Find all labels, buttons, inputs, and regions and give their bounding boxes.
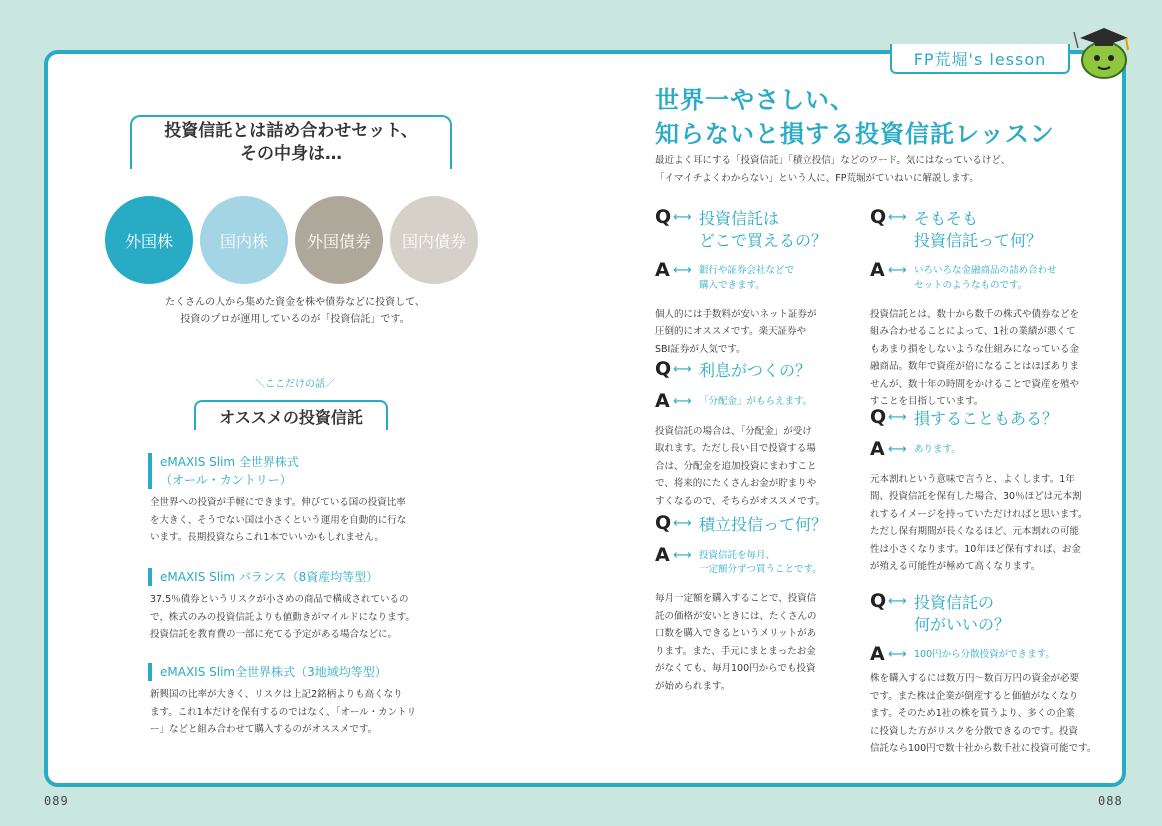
circle-foreign-bonds: 外国債券 — [295, 196, 383, 284]
circle-domestic-stocks: 国内株 — [200, 196, 288, 284]
text-line: を大きく、そうでない国は小さくという運用を自動的に行な — [150, 514, 407, 526]
text-line: 投資のプロが運用しているのが「投資信託」です。 — [180, 314, 410, 325]
text-line: 組み合わせることによって、1社の業績が悪くて — [870, 326, 1076, 338]
text-line: 「分配金」がもらえます。 — [699, 395, 813, 407]
circles-caption — [130, 294, 460, 328]
text-line: 圧倒的にオススメです。楽天証券や — [655, 326, 807, 338]
text-line: せんが、数十年の時間をかけることで資産を殖や — [870, 378, 1080, 390]
text-line: 投資信託を毎月、 — [699, 549, 776, 561]
arrow-icon: ⟷ — [888, 441, 907, 457]
arrow-icon: ⟷ — [673, 263, 692, 279]
graduate-cap-mascot-icon — [1068, 18, 1136, 80]
text-line: Q — [655, 206, 672, 228]
arrow-icon: ⟷ — [673, 362, 692, 377]
text-line: 融商品。数年で資産が倍になることはほぼありま — [870, 361, 1080, 373]
text-line: に投資した方がリスクを分散できるのです。投資 — [870, 725, 1079, 737]
text-line: どこで買えるの？ — [699, 230, 828, 250]
text-line: 購入できます。 — [699, 279, 765, 291]
text-line: 投資信託の場合は、「分配金」が受け — [655, 425, 812, 437]
text-line: 投資信託の — [914, 593, 995, 612]
text-line: eMAXIS Slim バランス（8資産均等型） — [160, 570, 379, 584]
text-line: 投資信託は — [699, 209, 780, 228]
text-line: （オール・カントリー） — [160, 473, 292, 487]
fund-title-3 — [148, 663, 387, 681]
text-line: ー」などと組み合わせて購入するのがオススメです。 — [150, 724, 378, 736]
intro-line-1: 投資信託とは詰め合わせセット、 — [164, 121, 418, 142]
fund-title-2 — [148, 568, 378, 586]
text-line: Q — [655, 358, 672, 380]
text-line: セットのようなものです。 — [914, 279, 1028, 291]
text-line: 投資信託とは、数十から数千の株式や債券などを — [870, 308, 1080, 320]
text-line: 間、投資信託を保有した場合、30％ほどは元本割 — [870, 491, 1082, 503]
arrow-icon: ⟷ — [888, 647, 907, 663]
text-line: Q — [870, 590, 887, 612]
text-line: Q — [870, 206, 887, 228]
text-line: 信託なら100円で数十社から数千社に投資可能です。 — [870, 743, 1097, 755]
fund-title-1 — [148, 453, 299, 489]
circle-domestic-bonds: 国内債券 — [390, 196, 478, 284]
qa-losses — [870, 408, 1110, 576]
text-line: が始められます。 — [655, 680, 731, 692]
kicker-label: ＼ここだけの話／ — [255, 379, 335, 390]
text-line: 銀行や証券会社などで — [699, 265, 795, 277]
text-line: いろいろな金融商品の詰め合わせ — [914, 265, 1057, 277]
text-line: Q — [870, 406, 887, 428]
page-headline — [655, 84, 1055, 151]
text-line: 口数を購入できるというメリットがあ — [655, 628, 817, 640]
arrow-icon: ⟷ — [673, 516, 692, 531]
text-line: 何がいいの？ — [914, 614, 1011, 634]
text-line: 個人的には手数料が安いネット証券が — [655, 308, 817, 320]
text-line: います。長期投資ならこれ1本でいいかもしれません。 — [150, 532, 384, 544]
text-line: 投資信託って何？ — [914, 230, 1043, 250]
text-line: そもそも — [914, 209, 979, 228]
fund-body-3 — [150, 686, 450, 739]
text-line: ただし保有期間が長くなるほど、元本割れの可能 — [870, 526, 1080, 538]
text-line: 元本割れという意味で言うと、よくします。1年 — [870, 473, 1075, 485]
intro-line-2: その中身は… — [240, 144, 342, 164]
page-number-left: 089 — [44, 794, 69, 808]
text-line: A — [870, 643, 885, 666]
text-line: A — [655, 259, 670, 282]
text-line: 取れます。ただし長い目で投資する場 — [655, 443, 816, 455]
text-line: 37.5％債券というリスクが小さめの商品で構成されているの — [150, 594, 409, 605]
arrow-icon: ⟷ — [673, 393, 692, 409]
text-line: 毎月一定額を購入することで、投資信 — [655, 593, 817, 605]
text-line: が殖える可能性が極めて高くなります。 — [870, 561, 1041, 573]
text-line: A — [870, 437, 885, 460]
text-line: ます。そのため1社の株を買うより、多くの企業 — [870, 708, 1075, 720]
page-number-right: 088 — [1098, 794, 1123, 808]
text-line: 性は小さくなります。10年ほど保有すれば、お金 — [870, 543, 1081, 555]
text-line: SBI証券が人気です。 — [655, 343, 746, 355]
intro-heading-box — [130, 115, 452, 169]
text-line: 知らないと損する投資信託レッスン — [655, 119, 1055, 148]
text-line: で、株式のみの投資信託よりも値動きがマイルドになります。 — [150, 611, 415, 623]
text-line: eMAXIS Slim 全世界株式 — [160, 455, 299, 469]
text-line: 損することもある？ — [914, 409, 1059, 428]
text-line: 世界一やさしい、 — [655, 86, 855, 114]
qa-what-is — [870, 208, 1110, 411]
text-line: たくさんの人から集めた資金を株や債券などに投資して、 — [165, 297, 425, 308]
text-line: ます。これ1本だけを保有するのではなく、「オール・カントリ — [150, 706, 417, 718]
text-line: 合は、分配金を追加投資にまわすこと — [655, 460, 817, 472]
text-line: 全世界への投資が手軽にできます。伸びている国の投資比率 — [150, 497, 406, 508]
text-line: 100円から分散投資ができます。 — [914, 649, 1055, 661]
qa-accumulation — [655, 514, 865, 695]
text-line: eMAXIS Slim全世界株式（3地域均等型） — [160, 665, 387, 679]
text-line: 一定額分ずつ買うことです。 — [699, 564, 822, 576]
text-line: で、将来的にたくさんお金が貯まりや — [655, 478, 817, 490]
text-line: すことを目指しています。 — [870, 396, 984, 408]
text-line: A — [655, 389, 670, 412]
recommend-heading-box — [194, 400, 388, 430]
text-line: 「イマイチよくわからない」という人に、FP荒堀がていねいに解説します。 — [655, 172, 979, 184]
text-line: 株を購入するには数万円〜数百万円の資金が必要 — [870, 673, 1080, 685]
qa-benefits — [870, 592, 1110, 758]
text-line: です。また株は企業が倒産すると価値がなくなり — [870, 690, 1079, 702]
text-line: 最近よく耳にする「投資信託」「積立投信」などのワード。気にはなっているけど、 — [655, 155, 1011, 166]
arrow-icon: ⟷ — [888, 263, 907, 279]
arrow-icon: ⟷ — [888, 594, 907, 609]
text-line: 積立投信って何？ — [699, 515, 828, 534]
text-line: れするイメージを持っていただければと思います。 — [870, 508, 1088, 520]
fund-body-1 — [150, 494, 450, 547]
fund-body-2 — [150, 591, 450, 644]
arrow-icon: ⟷ — [673, 547, 692, 563]
lesson-tab: FP荒堀's lesson — [890, 44, 1070, 74]
arrow-icon: ⟷ — [673, 210, 692, 225]
arrow-icon: ⟷ — [888, 410, 907, 425]
text-line: 託の価格が安いときには、たくさんの — [655, 610, 817, 622]
qa-where-to-buy — [655, 208, 865, 358]
lede — [655, 152, 1075, 187]
recommend-title: オススメの投資信託 — [219, 407, 363, 427]
text-line: すくなるので、そちらがオススメです。 — [655, 495, 825, 507]
text-line: A — [870, 259, 885, 282]
circle-foreign-stocks: 外国株 — [105, 196, 193, 284]
text-line: Q — [655, 512, 672, 534]
text-line: 利息がつくの？ — [699, 361, 812, 380]
arrow-icon: ⟷ — [888, 210, 907, 225]
text-line: 投資信託を教育費の一部に充てる予定がある場合などに。 — [150, 629, 398, 641]
text-line: がなくても、毎月100円からでも投資 — [655, 663, 816, 675]
qa-interest — [655, 360, 865, 510]
text-line: ります。また、手元にまとまったお金 — [655, 645, 816, 657]
text-line: 新興国の比率が大きく、リスクは上記2銘柄よりも高くなり — [150, 689, 403, 700]
text-line: あります。 — [914, 443, 961, 455]
text-line: もあまり損をしないような仕組みになっている金 — [870, 343, 1080, 355]
text-line: A — [655, 543, 670, 566]
